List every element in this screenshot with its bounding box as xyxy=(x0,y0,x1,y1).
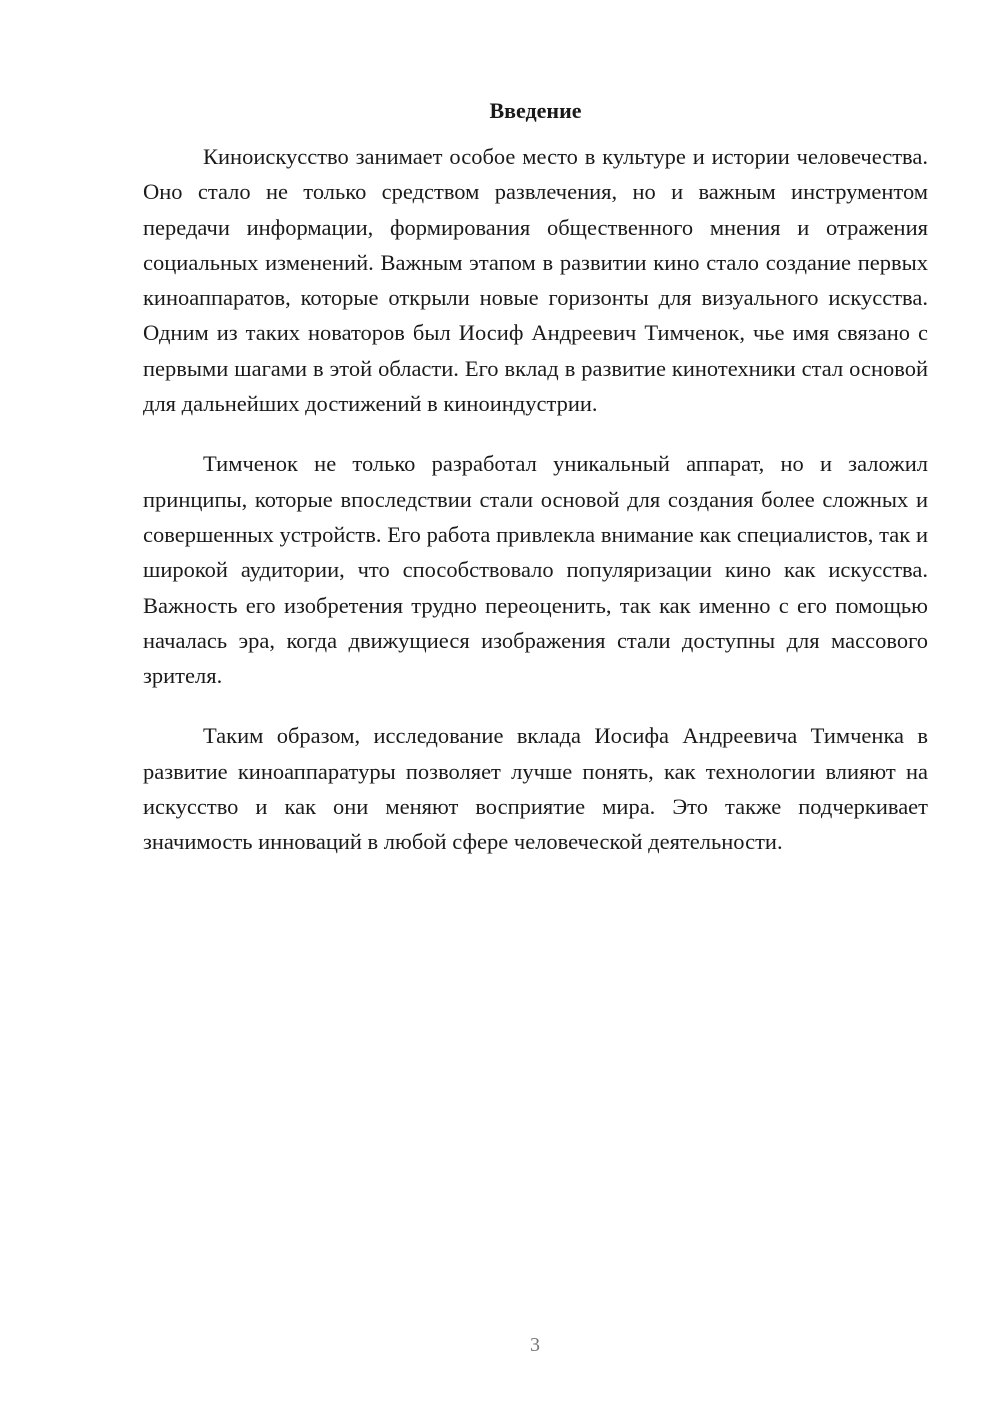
page-number: 3 xyxy=(530,1334,540,1356)
paragraph-2: Тимченок не только разработал уникальный аппарат, но и заложил принципы, которые впоследствии стали основой для создания более сложных и совершенных устройств. Его работа привлекла внимание как специалистов, так и широкой аудитории, что способствовало популяризации кино как искусства. Важность его изобретения трудно переоценить, так как именно с его помощью началась эра, когда движущиеся изображения стали доступны для массового зрителя. xyxy=(143,451,928,689)
section-heading: Введение xyxy=(489,98,582,123)
paragraph-3: Таким образом, исследование вклада Иосифа Андреевича Тимченка в развитие киноаппаратуры позволяет лучше понять, как технологии влияют на искусство и как они меняют восприятие мира. Это также подчеркивает значимость инноваций в любой сфере человеческой деятельности. xyxy=(143,723,928,855)
page-content xyxy=(143,96,928,885)
paragraph-1: Киноискусство занимает особое место в культуре и истории человечества. Оно стало не только средством развлечения, но и важным инструментом передачи информации, формирования общественного мнения и отражения социальных изменений. Важным этапом в развитии кино стало создание первых киноаппаратов, которые открыли новые горизонты для визуального искусства. Одним из таких новаторов был Иосиф Андреевич Тимченок, чье имя связано с первыми шагами в этой области. Его вклад в развитие кинотехники стал основой для дальнейших достижений в киноиндустрии. xyxy=(143,144,928,417)
